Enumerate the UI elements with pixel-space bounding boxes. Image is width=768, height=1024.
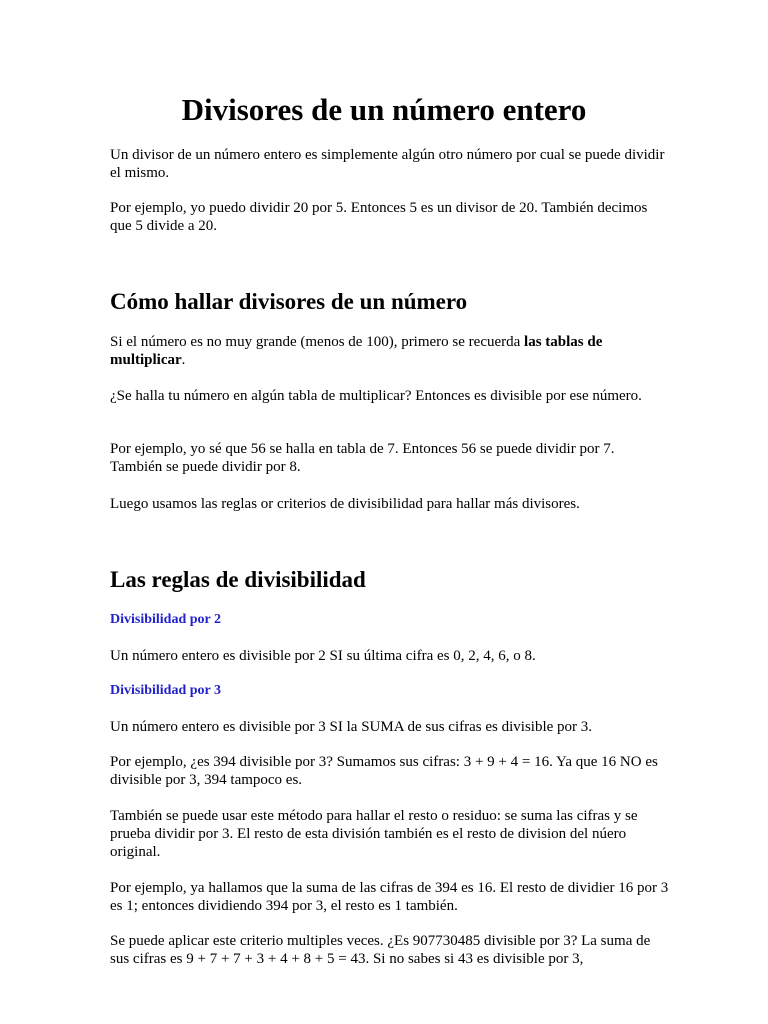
- section1-p1-text: Si el número es no muy grande (menos de 100), primero se recuerda: [110, 334, 525, 350]
- section1-paragraph-3: Por ejemplo, yo sé que 56 se halla en tabla de 7. Entonces 56 se puede dividir por 7. También se puede dividir por 8.: [110, 441, 615, 475]
- div3-paragraph-1: Un número entero es divisible por 3 SI la SUMA de sus cifras es divisible por 3.: [110, 719, 593, 735]
- section1-paragraph-1: [110, 333, 670, 369]
- intro-paragraph-1: Un divisor de un número entero es simplemente algún otro número por cual se puede dividir el mismo.: [110, 147, 665, 181]
- div3-paragraph-3: También se puede usar este método para hallar el resto o residuo: se suma las cifras y se prueba dividir por 3. El resto de esta división también es el resto de division del núero original.: [110, 808, 638, 860]
- intro-paragraph-2: Por ejemplo, yo puedo dividir 20 por 5. Entonces 5 es un divisor de 20. También decimos que 5 divide a 20.: [110, 200, 648, 234]
- div3-paragraph-4: Por ejemplo, ya hallamos que la suma de las cifras de 394 es 16. El resto de dividier 16 por 3 es 1; entonces dividiendo 394 por 3, el resto es 1 también.: [110, 880, 669, 914]
- subheading-divisibilidad-2: Divisibilidad por 2: [110, 612, 222, 627]
- div3-paragraph-2: Por ejemplo, ¿es 394 divisible por 3? Sumamos sus cifras: 3 + 9 + 4 = 16. Ya que 16 NO es divisible por 3, 394 tampoco es.: [110, 754, 658, 788]
- section-heading-reglas: Las reglas de divisibilidad: [110, 567, 366, 592]
- section-heading-como-hallar: Cómo hallar divisores de un número: [110, 289, 468, 314]
- section1-paragraph-2: ¿Se halla tu número en algún tabla de multiplicar? Entonces es divisible por ese número.: [110, 388, 642, 404]
- section1-p1-end: .: [181, 352, 186, 368]
- div3-paragraph-5: Se puede aplicar este criterio multiples veces. ¿Es 907730485 divisible por 3? La suma de sus cifras es 9 + 7 + 7 + 3 + 4 + 8 + 5 = 43. Si no sabes si 43 es divisible por 3,: [110, 933, 651, 967]
- section1-paragraph-4: Luego usamos las reglas or criterios de divisibilidad para hallar más divisores.: [110, 496, 580, 512]
- page-title: Divisores de un número entero: [181, 92, 587, 127]
- section1-p1-bold: las tablas de multiplicar: [110, 334, 603, 368]
- div2-paragraph-1: Un número entero es divisible por 2 SI su última cifra es 0, 2, 4, 6, o 8.: [110, 648, 536, 664]
- subheading-divisibilidad-3: Divisibilidad por 3: [110, 683, 222, 698]
